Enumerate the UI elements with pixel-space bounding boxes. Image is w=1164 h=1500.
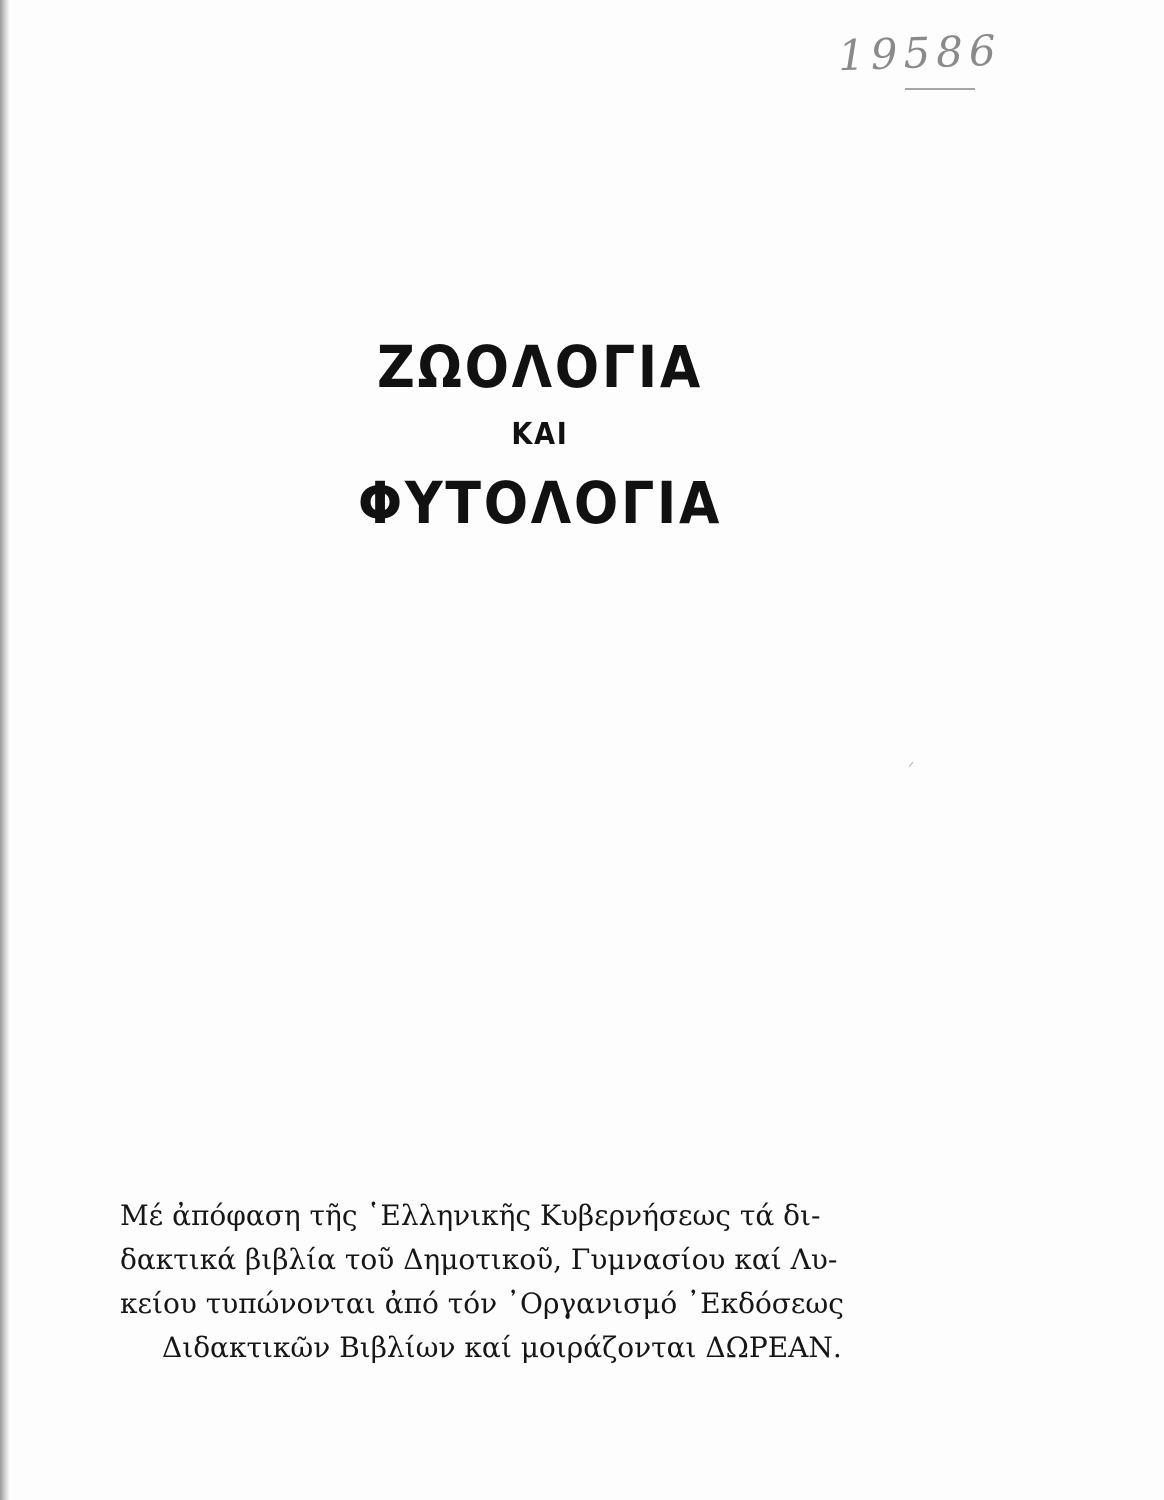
- handwritten-catalog-number: 19586: [837, 25, 1003, 81]
- notice-line-3: κείου τυπώνονται ἀπό τόν ᾿Οργανισμό ᾿Εκδόσεως: [120, 1287, 844, 1320]
- notice-line-1: Μέ ἀπόφαση τῆς ῾Ελληνικῆς Κυβερνήσεως τά δι-: [120, 1199, 821, 1232]
- free-distribution-notice: [120, 1194, 950, 1370]
- title-and: ΚΑΙ: [511, 417, 569, 452]
- notice-line-2: δακτικά βιβλία τοῦ Δημοτικοῦ, Γυμνασίου καί Λυ-: [120, 1243, 838, 1276]
- scan-edge-shadow: [0, 0, 10, 1500]
- title-block: [300, 330, 780, 540]
- scan-speck: [909, 762, 914, 767]
- title-botany: ΦΥΤΟΛΟΓΙΑ: [357, 469, 723, 537]
- notice-line-4: Διδακτικῶν Βιβλίων καί μοιράζονται ΔΩΡΕΑΝ.: [162, 1331, 842, 1364]
- title-zoology: ΖΩΟΛΟΓΙΑ: [376, 333, 704, 401]
- handwritten-underline: [905, 88, 975, 90]
